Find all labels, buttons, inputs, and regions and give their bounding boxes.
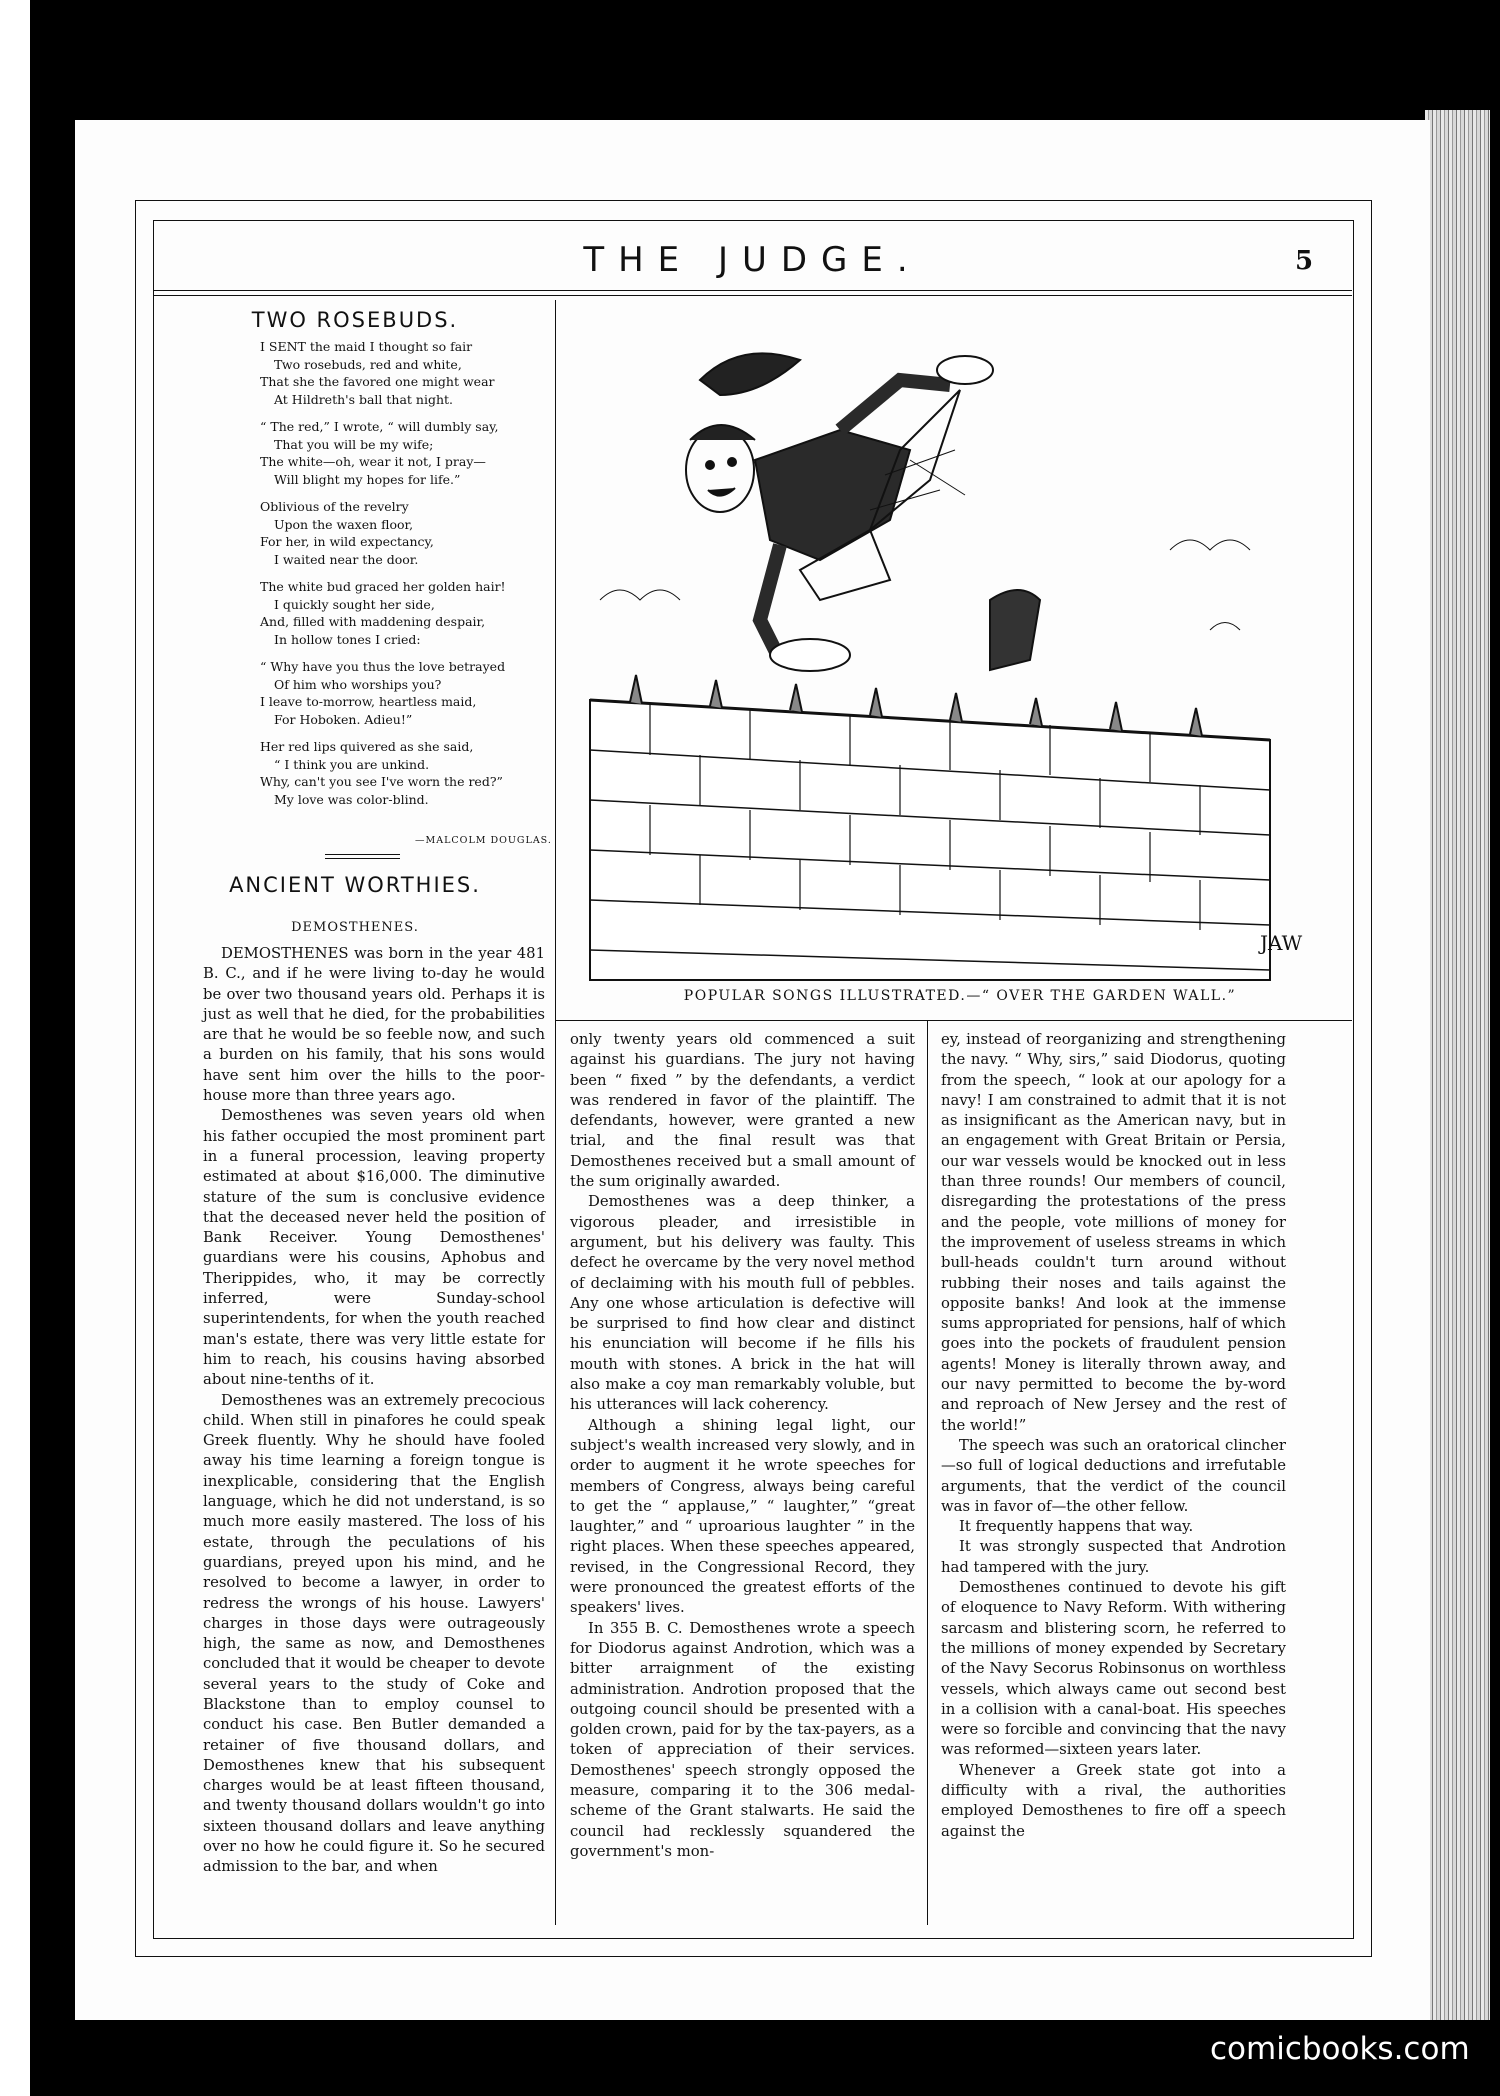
masthead-rule-2 <box>153 295 1352 296</box>
poem-line: I SENT the maid I thought so fair <box>260 339 473 354</box>
poem-line: The white bud graced her golden hair! <box>260 579 506 594</box>
illustration-caption: POPULAR SONGS ILLUSTRATED.—“ OVER THE GARDEN WALL.” <box>683 988 1237 1004</box>
poem-line: Two rosebuds, red and white, <box>274 356 462 372</box>
book-page-edges <box>1425 110 1490 2020</box>
poem-body <box>260 338 600 818</box>
page-number: 5 <box>1295 246 1314 276</box>
article-subtitle: DEMOSTHENES. <box>291 920 419 935</box>
column-rule <box>927 1020 928 1925</box>
poem-line: “ Why have you thus the love betrayed <box>260 659 506 674</box>
poem-line: “ I think you are unkind. <box>274 756 430 772</box>
poem-line: I quickly sought her side, <box>274 596 435 612</box>
left-page-edge <box>0 0 30 2096</box>
masthead-title: THE JUDGE. <box>583 240 922 280</box>
site-watermark: comicbooks.com <box>1210 2031 1470 2067</box>
over-the-garden-wall-illustration <box>570 300 1350 990</box>
paragraph: only twenty years old commenced a suit against his guardians. The jury not having been “ fixed ” by the defendants, a verdict was rendered in favor of the plaintiff. The defendants, however, were granted a new trial, and the final result was that Demosthenes received but a small amount of the sum originally awarded. <box>570 1031 915 1191</box>
poem-line: “ The red,” I wrote, “ will dumbly say, <box>260 419 499 434</box>
paragraph: Although a shining legal light, our subject's wealth increased very slowly, and in order to augment it he wrote speeches for members of Congress, always being careful to get the “ applause,” “ laughter,” “great laughter,” and “ uproarious laughter ” in the right places. When these speeches appeared, revised, in the Congressional Record, they were pronounced the greatest efforts of the speakers' lives. <box>570 1416 915 1617</box>
article-column-2 <box>570 1030 915 1862</box>
poem-line: In hollow tones I cried: <box>274 631 421 647</box>
masthead-rule <box>153 290 1352 291</box>
article-title: ANCIENT WORTHIES. <box>229 873 481 897</box>
magazine-page <box>75 120 1430 2020</box>
poem-line: That she the favored one might wear <box>260 374 495 389</box>
artist-initials: JAW <box>1260 931 1303 955</box>
poem-line: I leave to-morrow, heartless maid, <box>260 694 477 709</box>
paragraph: In 355 B. C. Demosthenes wrote a speech for Diodorus against Androtion, which was a bitter arraignment of the existing administration. Androtion proposed that the outgoing council should be presented with a golden crown, paid for by the tax-payers, as a token of appreciation of their services. Demosthenes' speech strongly opposed the measure, comparing it to the 306 medal-scheme of the Grant stalwarts. He said the council had recklessly squandered the government's mon- <box>570 1619 915 1860</box>
article-column-3 <box>941 1030 1286 1842</box>
paragraph: Whenever a Greek state got into a difficulty with a rival, the authorities employed Demosthenes to fire off a speech against the <box>941 1761 1286 1840</box>
poem-line: Will blight my hopes for life.” <box>274 471 461 487</box>
poem-line: And, filled with maddening despair, <box>260 614 486 629</box>
section-divider <box>325 854 400 855</box>
poem-line: Why, can't you see I've worn the red?” <box>260 774 503 789</box>
poem-line: Her red lips quivered as she said, <box>260 739 474 754</box>
paragraph: Demosthenes was an extremely precocious child. When still in pinafores he could speak Greek fluently. Why he should have fooled away his time learning a foreign tongue is inexplicable, considering that the English language, which he did not understand, is so much more easily mastered. The loss of his estate, through the peculations of his guardians, preyed upon his mind, and he resolved to become a lawyer, in order to redress the wrongs of his house. Lawyers' charges in those days were outrageously high, the same as now, and Demosthenes concluded that it would be cheaper to devote several years to the study of Coke and Blackstone than to employ counsel to conduct his case. Ben Butler demanded a retainer of five thousand dollars, and Demosthenes knew that his subsequent charges would be at least fifteen thousand, and twenty thousand dollars wouldn't go into sixteen thousand dollars and leave anything over no how he could figure it. So he secured admission to the bar, and when <box>203 1391 545 1876</box>
poem-line: At Hildreth's ball that night. <box>274 391 454 407</box>
section-divider <box>325 858 400 859</box>
scan-shadow <box>60 100 1440 120</box>
poem-line: That you will be my wife; <box>274 436 434 452</box>
paragraph: ey, instead of reorganizing and strengthening the navy. “ Why, sirs,” said Diodorus, quoting from the speech, “ look at our apology for a navy! I am constrained to admit that it is not as insignificant as the American navy, but in an engagement with Great Britain or Persia, our war vessels would be knocked out in less than three rounds! Our members of council, disregarding the protestations of the press and the people, vote millions of money for the improvement of useless streams in which bull-heads couldn't turn around without rubbing their noses and tails against the opposite banks! And look at the immense sums appropriated for pensions, half of which goes into the pockets of fraudulent pension agents! Money is literally thrown away, and our navy permitted to become the by-word and reproach of New Jersey and the rest of the world!” <box>941 1031 1286 1434</box>
poem-line: Upon the waxen floor, <box>274 516 414 532</box>
article-column-1 <box>203 944 545 1878</box>
paragraph: It frequently happens that way. <box>959 1518 1194 1536</box>
illustration-bottom-rule <box>555 1020 1352 1021</box>
poem-line: I waited near the door. <box>274 551 419 567</box>
poem-line: Oblivious of the revelry <box>260 499 409 514</box>
poem-stanza <box>260 498 600 568</box>
poem-signature: —MALCOLM DOUGLAS. <box>415 835 552 846</box>
poem-stanza <box>260 338 600 408</box>
paragraph: Demosthenes continued to devote his gift of eloquence to Navy Reform. With withering sarcasm and blistering scorn, he referred to the millions of money expended by Secretary of the Navy Secorus Robinsonus on worthless vessels, which always came out second best in a collision with a canal-boat. His speeches were so forcible and convincing that the navy was reformed—sixteen years later. <box>941 1579 1286 1759</box>
paragraph: The speech was such an oratorical clincher—so full of logical deductions and irrefutable arguments, that the verdict of the council was in favor of—the other fellow. <box>941 1436 1286 1515</box>
paragraph: It was strongly suspected that Androtion had tampered with the jury. <box>941 1538 1286 1576</box>
poem-line: For her, in wild expectancy, <box>260 534 434 549</box>
poem-line: My love was color-blind. <box>274 791 429 807</box>
paragraph: Demosthenes was seven years old when his father occupied the most prominent part in a funeral procession, leaving property estimated at about $16,000. The diminutive stature of the sum is conclusive evidence that the deceased never held the position of Bank Receiver. Young Demosthenes' guardians were his cousins, Aphobus and Therippides, who, it may be correctly inferred, were Sunday-school superintendents, for when the youth reached man's estate, there was very little estate for him to reach, his cousins having absorbed about nine-tenths of it. <box>203 1107 545 1389</box>
poem-title: TWO ROSEBUDS. <box>251 308 459 332</box>
poem-line: For Hoboken. Adieu!” <box>274 711 413 727</box>
poem-stanza <box>260 418 600 488</box>
poem-stanza <box>260 738 600 808</box>
poem-line: The white—oh, wear it not, I pray— <box>260 454 486 469</box>
paragraph: DEMOSTHENES was born in the year 481 B. C., and if he were living to-day he would be over two thousand years old. Perhaps it is just as well that he died, for the probabilities are that he would be so feeble now, and such a burden on his family, that his sons would have sent him over the hills to the poor-house more than three years ago. <box>203 945 545 1105</box>
poem-stanza <box>260 578 600 648</box>
paragraph: Demosthenes was a deep thinker, a vigorous pleader, and irresistible in argument, but his delivery was faulty. This defect he overcame by the very novel method of declaiming with his mouth full of pebbles. Any one whose articulation is defective will be surprised to find how clear and distinct his enunciation will become if he fills his mouth with stones. A brick in the hat will also make a coy man remarkably voluble, but his utterances will lack coherency. <box>570 1193 915 1414</box>
poem-stanza <box>260 658 600 728</box>
poem-line: Of him who worships you? <box>274 676 442 692</box>
